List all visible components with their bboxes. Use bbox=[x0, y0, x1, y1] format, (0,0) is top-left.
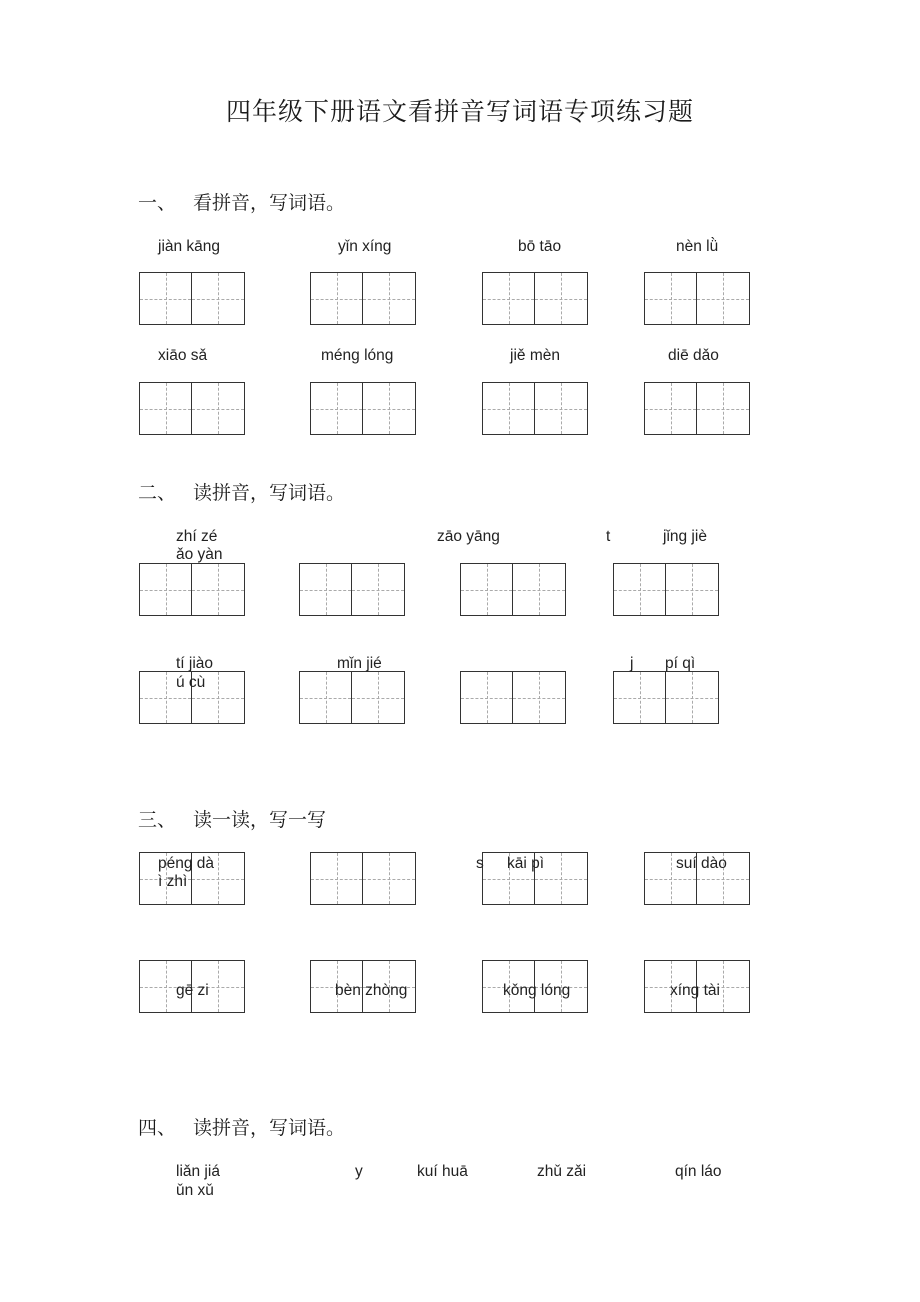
page-title: 四年级下册语文看拼音写词语专项练习题 bbox=[225, 97, 694, 126]
pinyin-prompt: xíng tài bbox=[670, 982, 720, 999]
grid-cell bbox=[311, 853, 363, 904]
writing-grid[interactable] bbox=[299, 563, 405, 616]
writing-grid[interactable] bbox=[460, 563, 566, 616]
grid-cell bbox=[311, 273, 363, 324]
grid-cell bbox=[140, 564, 192, 615]
grid-cell bbox=[363, 853, 415, 904]
section-number: 二、 bbox=[138, 482, 177, 504]
grid-cell bbox=[666, 564, 718, 615]
grid-cell bbox=[697, 273, 749, 324]
grid-cell bbox=[697, 383, 749, 434]
section-label: 读拼音，写词语。 bbox=[193, 482, 346, 504]
grid-cell bbox=[535, 383, 587, 434]
grid-cell bbox=[666, 672, 718, 723]
pinyin-prompt: péng dà bbox=[158, 855, 215, 872]
writing-grid[interactable] bbox=[482, 382, 588, 435]
pinyin-prompt: bō tāo bbox=[518, 238, 562, 255]
writing-grid[interactable] bbox=[613, 671, 719, 724]
grid-cell bbox=[352, 672, 404, 723]
grid-cell bbox=[363, 273, 415, 324]
pinyin-prompt: yǐn xíng bbox=[338, 238, 392, 255]
section-3-heading bbox=[138, 805, 326, 832]
pinyin-prompt: méng lóng bbox=[321, 347, 394, 364]
grid-cell bbox=[535, 273, 587, 324]
pinyin-prompt: y bbox=[355, 1163, 363, 1180]
grid-cell bbox=[614, 672, 666, 723]
pinyin-prompt: ǔn xǔ bbox=[176, 1182, 214, 1199]
section-label: 读拼音，写词语。 bbox=[193, 1117, 346, 1139]
grid-cell bbox=[645, 273, 697, 324]
pinyin-prompt: xiāo sǎ bbox=[158, 347, 208, 364]
section-1-heading bbox=[138, 188, 345, 215]
writing-grid[interactable] bbox=[460, 671, 566, 724]
grid-cell bbox=[483, 383, 535, 434]
pinyin-prompt: liǎn jiá bbox=[176, 1163, 220, 1180]
section-number: 四、 bbox=[138, 1117, 177, 1139]
grid-cell bbox=[300, 564, 352, 615]
pinyin-prompt: jǐng jiè bbox=[663, 528, 707, 545]
pinyin-prompt: j bbox=[630, 655, 634, 672]
pinyin-prompt: suí dào bbox=[676, 855, 727, 872]
grid-cell bbox=[140, 383, 192, 434]
grid-cell bbox=[300, 672, 352, 723]
pinyin-prompt: kuí huā bbox=[417, 1163, 468, 1180]
pinyin-prompt: zhí zé bbox=[176, 528, 218, 545]
pinyin-prompt: gē zi bbox=[176, 982, 209, 999]
section-2-heading bbox=[138, 478, 345, 505]
pinyin-prompt: jiàn kāng bbox=[158, 238, 221, 255]
pinyin-prompt: nèn lǜ bbox=[676, 238, 719, 255]
pinyin-prompt: bèn zhòng bbox=[335, 982, 408, 999]
pinyin-prompt: pí qì bbox=[665, 655, 696, 672]
writing-grid[interactable] bbox=[310, 272, 416, 325]
pinyin-prompt: kǒng lóng bbox=[503, 982, 571, 999]
grid-cell bbox=[513, 564, 565, 615]
section-label: 看拼音，写词语。 bbox=[193, 192, 346, 214]
pinyin-prompt: ú cù bbox=[176, 674, 206, 691]
writing-grid[interactable] bbox=[613, 563, 719, 616]
grid-cell bbox=[140, 273, 192, 324]
pinyin-prompt: mǐn jié bbox=[337, 655, 382, 672]
section-number: 一、 bbox=[138, 192, 177, 214]
grid-cell bbox=[192, 273, 244, 324]
grid-cell bbox=[311, 383, 363, 434]
section-4-heading bbox=[138, 1113, 345, 1140]
grid-cell bbox=[461, 672, 513, 723]
pinyin-prompt: zhǔ zǎi bbox=[537, 1163, 587, 1180]
writing-grid[interactable] bbox=[299, 671, 405, 724]
pinyin-prompt: kāi pì bbox=[507, 855, 545, 872]
pinyin-prompt: ì zhì bbox=[158, 873, 188, 890]
section-number: 三、 bbox=[138, 809, 177, 831]
writing-grid[interactable] bbox=[482, 272, 588, 325]
grid-cell bbox=[513, 672, 565, 723]
writing-grid[interactable] bbox=[139, 382, 245, 435]
pinyin-prompt: s bbox=[476, 855, 484, 872]
pinyin-prompt: qín láo bbox=[675, 1163, 722, 1180]
pinyin-prompt: tí jiào bbox=[176, 655, 214, 672]
pinyin-prompt: jiě mèn bbox=[510, 347, 560, 364]
grid-cell bbox=[483, 273, 535, 324]
grid-cell bbox=[461, 564, 513, 615]
section-label: 读一读，写一写 bbox=[193, 809, 327, 831]
pinyin-prompt: ǎo yàn bbox=[176, 546, 223, 563]
writing-grid[interactable] bbox=[310, 382, 416, 435]
writing-grid[interactable] bbox=[644, 382, 750, 435]
grid-cell bbox=[645, 383, 697, 434]
pinyin-prompt: zāo yāng bbox=[437, 528, 500, 545]
grid-cell bbox=[352, 564, 404, 615]
writing-grid[interactable] bbox=[139, 272, 245, 325]
pinyin-prompt: t bbox=[606, 528, 611, 545]
writing-grid[interactable] bbox=[310, 852, 416, 905]
pinyin-prompt: diē dǎo bbox=[668, 347, 719, 364]
grid-cell bbox=[614, 564, 666, 615]
grid-cell bbox=[192, 564, 244, 615]
grid-cell bbox=[192, 383, 244, 434]
writing-grid[interactable] bbox=[139, 563, 245, 616]
grid-cell bbox=[363, 383, 415, 434]
writing-grid[interactable] bbox=[644, 272, 750, 325]
